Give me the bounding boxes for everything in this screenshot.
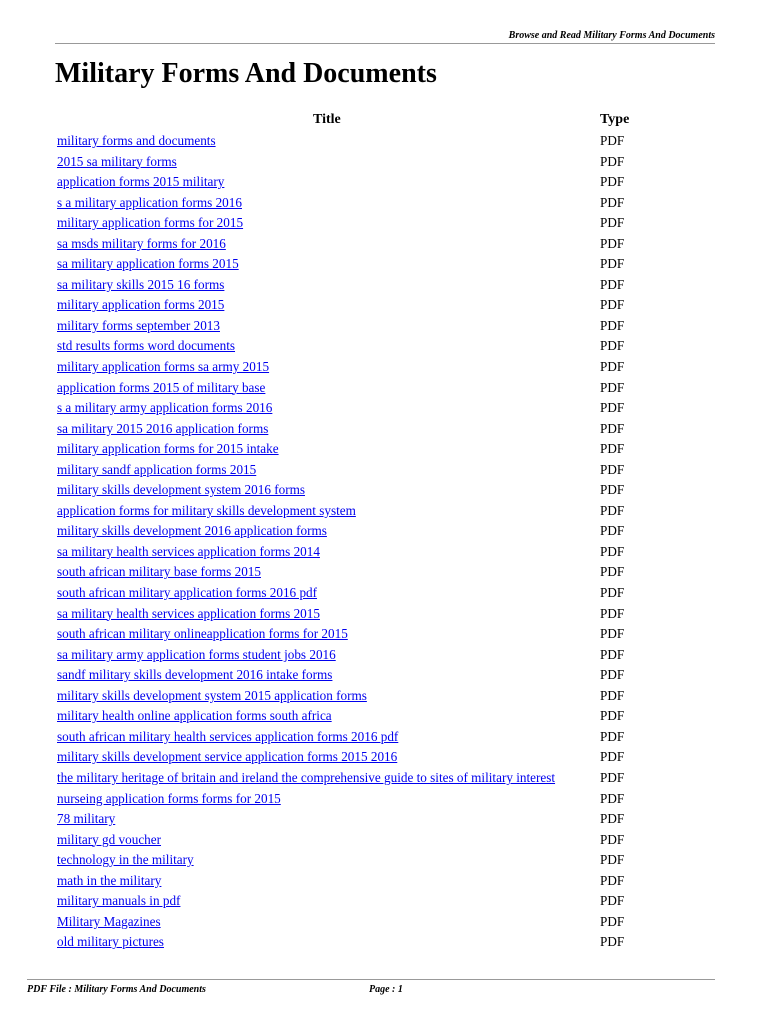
document-link[interactable]: military forms and documents <box>57 133 216 148</box>
table-row <box>57 912 657 933</box>
document-link[interactable]: s a military army application forms 2016 <box>57 400 273 416</box>
document-type: PDF <box>600 893 625 909</box>
document-link[interactable]: military application forms 2015 <box>57 297 225 313</box>
document-type: PDF <box>600 564 625 580</box>
table-row <box>57 480 657 501</box>
table-row <box>57 686 657 707</box>
document-type: PDF <box>600 913 625 929</box>
document-type: PDF <box>600 441 625 457</box>
document-type: PDF <box>600 215 625 231</box>
table-row <box>57 768 657 789</box>
document-type: PDF <box>600 256 625 272</box>
document-type: PDF <box>600 543 625 559</box>
header-divider <box>55 43 715 44</box>
document-link[interactable]: s a military application forms 2016 <box>57 194 242 210</box>
document-type: PDF <box>600 708 625 724</box>
document-link[interactable]: military forms september 2013 <box>57 317 220 333</box>
document-link[interactable]: south african military application forms 2016 pdf <box>57 585 318 601</box>
document-type: PDF <box>600 749 625 765</box>
table-row <box>57 213 657 234</box>
document-link[interactable]: the military heritage of britain and ireland the comprehensive guide to sites of military interest <box>57 769 556 785</box>
document-type: PDF <box>600 359 625 375</box>
table-row <box>57 439 657 460</box>
table-row <box>57 932 657 953</box>
document-type: PDF <box>600 626 625 642</box>
document-type: PDF <box>600 852 625 868</box>
table-row <box>57 542 657 563</box>
table-row <box>57 398 657 419</box>
document-link[interactable]: sa military application forms 2015 <box>57 256 239 272</box>
document-link[interactable]: 78 military <box>57 811 116 827</box>
table-row <box>57 747 657 768</box>
document-link[interactable]: military skills development 2016 application forms <box>57 523 327 539</box>
table-row <box>57 460 657 481</box>
document-link[interactable]: military skills development system 2016 forms <box>57 482 305 498</box>
document-type: PDF <box>600 667 625 683</box>
document-link[interactable]: sa military 2015 2016 application forms <box>57 420 269 436</box>
document-link[interactable]: south african military health services application forms 2016 pdf <box>57 728 399 744</box>
table-row <box>57 336 657 357</box>
table-row <box>57 727 657 748</box>
document-type: PDF <box>600 769 625 785</box>
document-link[interactable]: military manuals in pdf <box>57 893 181 909</box>
document-link[interactable]: military skills development service application forms 2015 2016 <box>57 749 398 765</box>
document-link[interactable]: military application forms sa army 2015 <box>57 359 270 375</box>
document-type: PDF <box>600 317 625 333</box>
document-type: PDF <box>600 338 625 354</box>
document-type: PDF <box>600 811 625 827</box>
column-header-type: Type <box>600 112 630 127</box>
table-row <box>57 562 657 583</box>
document-link[interactable]: sa military army application forms student jobs 2016 <box>57 646 336 662</box>
document-type: PDF <box>600 461 625 477</box>
table-row <box>57 357 657 378</box>
table-row <box>57 501 657 522</box>
document-link[interactable]: military health online application forms south africa <box>57 708 332 724</box>
document-type: PDF <box>600 502 625 518</box>
table-row <box>57 316 657 337</box>
document-type: PDF <box>600 276 625 292</box>
document-link[interactable]: sa msds military forms for 2016 <box>57 235 226 251</box>
document-link[interactable]: military application forms for 2015 <box>57 215 244 231</box>
running-header: Browse and Read Military Forms And Documents <box>508 30 715 41</box>
table-row <box>57 234 657 255</box>
footer-divider <box>27 979 715 980</box>
table-row <box>57 254 657 275</box>
document-link[interactable]: application forms 2015 of military base <box>57 379 266 395</box>
table-row <box>57 645 657 666</box>
document-type: PDF <box>600 153 625 169</box>
document-type: PDF <box>600 420 625 436</box>
table-row <box>57 152 657 173</box>
table-row <box>57 378 657 399</box>
document-link[interactable]: application forms 2015 military <box>57 174 225 190</box>
document-link[interactable]: application forms for military skills development system <box>57 502 356 518</box>
document-type: PDF <box>600 872 625 888</box>
table-row <box>57 809 657 830</box>
document-link[interactable]: Military Magazines <box>57 913 161 929</box>
document-link[interactable]: south african military base forms 2015 <box>57 564 261 580</box>
table-row <box>57 891 657 912</box>
table-row <box>57 624 657 645</box>
table-row <box>57 789 657 810</box>
document-type: PDF <box>600 646 625 662</box>
document-type: PDF <box>600 934 625 950</box>
footer-file-label: PDF File : Military Forms And Documents <box>27 984 206 995</box>
document-type: PDF <box>600 585 625 601</box>
table-row <box>57 419 657 440</box>
document-link[interactable]: sandf military skills development 2016 intake forms <box>57 667 333 683</box>
table-row <box>57 193 657 214</box>
table-row <box>57 521 657 542</box>
document-type: PDF <box>600 194 625 210</box>
document-type: PDF <box>600 831 625 847</box>
document-type: PDF <box>600 174 625 190</box>
table-row <box>57 295 657 316</box>
document-link[interactable]: military gd voucher <box>57 831 162 847</box>
document-type: PDF <box>600 235 625 251</box>
document-link[interactable]: 2015 sa military forms <box>57 153 177 169</box>
document-type: PDF <box>600 482 625 498</box>
document-link[interactable]: military application forms for 2015 intake <box>57 441 279 457</box>
document-link[interactable]: sa military skills 2015 16 forms <box>57 276 225 292</box>
table-row <box>57 706 657 727</box>
document-link[interactable]: std results forms word documents <box>57 338 236 354</box>
table-row <box>57 604 657 625</box>
table-row <box>57 665 657 686</box>
document-type: PDF <box>600 605 625 621</box>
document-type: PDF <box>600 687 625 703</box>
document-type: PDF <box>600 379 625 395</box>
document-link[interactable]: military sandf application forms 2015 <box>57 461 257 477</box>
document-type: PDF <box>600 297 625 313</box>
table-row <box>57 871 657 892</box>
page-title: Military Forms And Documents <box>55 58 437 89</box>
table-row <box>57 850 657 871</box>
document-type: PDF <box>600 790 625 806</box>
table-row <box>57 583 657 604</box>
table-row <box>57 275 657 296</box>
document-type: PDF <box>600 133 625 148</box>
table-row <box>57 830 657 851</box>
document-list <box>57 131 657 953</box>
document-type: PDF <box>600 400 625 416</box>
column-header-title: Title <box>313 112 341 127</box>
document-link[interactable]: sa military health services application forms 2014 <box>57 543 320 559</box>
table-row <box>57 131 657 152</box>
document-link[interactable]: sa military health services application forms 2015 <box>57 605 320 621</box>
document-link[interactable]: nurseing application forms forms for 2015 <box>57 790 281 806</box>
document-link[interactable]: south african military onlineapplication forms for 2015 <box>57 626 348 642</box>
document-type: PDF <box>600 728 625 744</box>
document-link[interactable]: old military pictures <box>57 934 164 950</box>
page-number: Page : 1 <box>369 984 403 995</box>
document-type: PDF <box>600 523 625 539</box>
table-row <box>57 172 657 193</box>
document-link[interactable]: military skills development system 2015 application forms <box>57 687 367 703</box>
document-link[interactable]: math in the military <box>57 872 162 888</box>
document-link[interactable]: technology in the military <box>57 852 194 868</box>
